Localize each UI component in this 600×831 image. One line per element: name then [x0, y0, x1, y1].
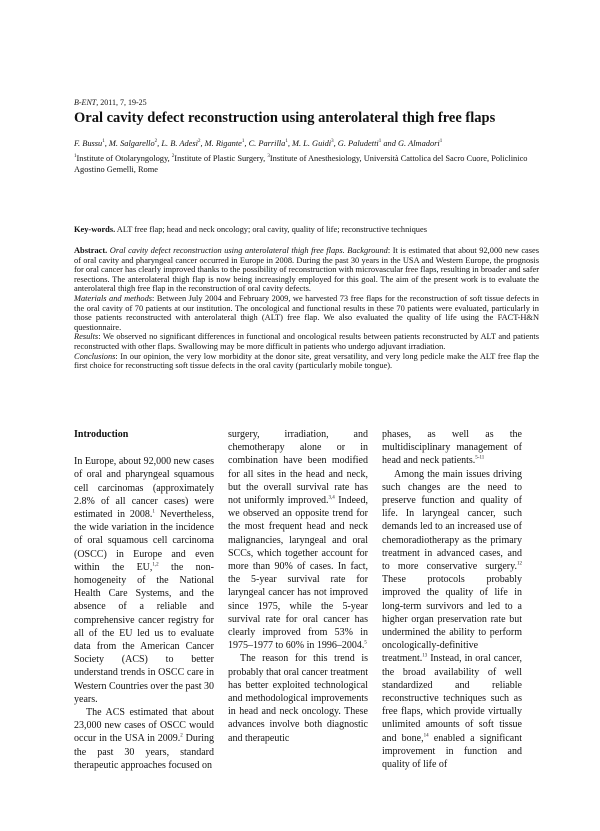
- results-text: : We observed no significant differences in functional and oncological results between patients reconstructed by ALT and patients reconstructed with other flaps. Swallowing may be more difficult in patients who undergo adjuvant irradiation.: [74, 332, 539, 351]
- abstract: [74, 246, 539, 371]
- affiliation-text: Institute of Plastic Surgery,: [174, 154, 268, 163]
- author: M. Rigante: [204, 139, 242, 148]
- affiliation-mark: 3: [267, 154, 270, 160]
- keywords-label: Key-words.: [74, 225, 116, 234]
- author: G. Paludetti: [337, 139, 379, 148]
- paragraph: [74, 706, 214, 772]
- body-column-2: [228, 428, 368, 745]
- abstract-methods: [74, 294, 539, 332]
- paragraph-text: These protocols probably improved the quality of life in long-term survivors and led to a higher organ preservation rate but undermined the ability to perform oncologically-definitive treatment.: [382, 574, 522, 665]
- author-affiliation-mark: 2: [197, 139, 201, 145]
- paragraph-text: During the past 30 years, standard therapeutic approaches focused on: [74, 733, 214, 771]
- keywords-text: ALT free flap; head and neck oncology; oral cavity, quality of life; reconstructive techniques: [115, 225, 427, 234]
- author: G. Almadori: [398, 139, 440, 148]
- author: F. Bussu: [74, 139, 103, 148]
- citation-mark: 13: [422, 654, 428, 660]
- author: L. B. Adesi: [161, 139, 198, 148]
- author-affiliation-mark: 1: [102, 139, 105, 145]
- citation-mark: 3,4: [328, 495, 335, 501]
- citation-mark: 14: [423, 733, 429, 739]
- author-affiliation-mark: 1: [285, 139, 288, 145]
- journal-citation: [74, 98, 147, 107]
- paragraph: [228, 428, 368, 652]
- affiliation-text: Institute of Otolaryngology,: [76, 154, 172, 163]
- abstract-label: Abstract.: [74, 246, 108, 255]
- journal-name: B-ENT: [74, 98, 97, 107]
- article-title: Oral cavity defect reconstruction using anterolateral thigh free flaps: [74, 110, 496, 126]
- author: M. L. Guidi: [292, 139, 332, 148]
- citation-mark: 1: [152, 509, 155, 515]
- paragraph-text: The ACS estimated that about 23,000 new cases of OSCC would occur in the USA in 2009.: [74, 707, 214, 745]
- author-affiliation-mark: 2: [154, 139, 158, 145]
- affiliation-mark: 2: [171, 154, 175, 160]
- citation-mark: 2: [180, 734, 183, 740]
- conclusions-label: Conclusions: [74, 351, 116, 361]
- author-affiliation-mark: 1: [439, 139, 443, 145]
- citation-mark: 5: [364, 640, 367, 646]
- paragraph: [382, 468, 522, 772]
- paragraph-text: Nevertheless, the wide variation in the incidence of oral squamous cell carcinoma (OSCC) in Europe and even within the EU,: [74, 509, 214, 573]
- author-affiliation-mark: 1: [241, 139, 245, 145]
- author-affiliation-mark: 1: [378, 139, 382, 145]
- abstract-background-text: : It is estimated that about 92,000 new cases of oral cavity and pharyngeal cancer occurred in Europe in 2008. During the past 30 years in the USA and Western Europe, the prognosis for oral cancer has clearly improved thanks to the possibility of reconstruction with microvascular free flaps, resulting in broader and safer resections. The anterolateral thigh flap is now being increasingly employed for this goal. The aim of the present work is to evaluate the anterolateral thigh free flap in the reconstruction of oral cavity defects.: [74, 246, 539, 294]
- methods-label: Materials and methods: [74, 293, 153, 303]
- paragraph-text: Among the main issues driving such changes are the need to preserve function and quality of life. In laryngeal cancer, such demands led to an increased use of chemoradiotherapy as the primary treatment in advanced cases, and to more conservative surgery.: [382, 468, 522, 573]
- body-column-1: [74, 428, 214, 772]
- abstract-title: Oral cavity defect reconstruction using anterolateral thigh free flaps. Background: [107, 246, 388, 255]
- conclusions-text: : In our opinion, the very low morbidity at the donor site, great versatility, and very long pedicle make the ALT free flap the first choice for reconstructing soft tissue defects in the oral cavity (particularly mobile tongue).: [74, 351, 539, 371]
- affiliation-text: Institute of Anesthesiology, Università Cattolica del Sacro Cuore, Policlinico Agostino Gemelli, Rome: [74, 154, 528, 174]
- section-heading-introduction: Introduction: [74, 429, 129, 440]
- methods-text: : Between July 2004 and February 2009, we harvested 73 free flaps for the reconstruction of soft tissue defects in the oral cavity of 70 patients at our institution. The oncological and functional results in these 70 patients were evaluated, particularly in those patients reconstructed with anterolateral thigh (ALT) free flap. We also evaluated the quality of life using the FACT-H&N questionnaire.: [74, 293, 539, 332]
- affiliation-mark: 1: [74, 154, 77, 160]
- author-affiliation-mark: 3: [331, 139, 334, 145]
- paragraph-text: the non-homogeneity of the National Health Care Systems, and the absence of a reliable and comprehensive cancer registry for all of the EU led us to evaluate data from the American Cancer Society (ACS) to better understand trends in OSCC care in Western Countries over the past 30 years.: [74, 561, 214, 705]
- journal-volume: , 2011, 7, 19-25: [96, 98, 147, 107]
- citation-mark: 12: [517, 561, 522, 567]
- body-column-3: [382, 428, 522, 771]
- abstract-conclusions: [74, 352, 539, 371]
- author-list: F. Bussu$^1$, M. Salgarello$^2$, L. B. Adesi$^2$, M. Rigante$^1$, C. Parrilla$^1$, M. L. Guidi$^3$, G. Paludetti$^1$ and G. Almadori$^1$: [74, 139, 443, 148]
- citation-mark: 1,2: [152, 562, 159, 568]
- paragraph: [74, 455, 214, 706]
- keywords: [74, 224, 539, 235]
- paragraph-text: Instead, in oral cancer, the broad availability of well standardized and reliable reconstructive techniques such as free flaps, which provide virtually unlimited amounts of soft tissue and bone,: [382, 653, 522, 744]
- abstract-background: [74, 246, 539, 294]
- author: M. Salgarello: [108, 139, 155, 148]
- affiliations: [74, 153, 544, 175]
- paragraph: [382, 428, 522, 468]
- paragraph-text: phases, as well as the multidisciplinary management of head and neck patients.: [382, 429, 522, 467]
- paragraph-text: enabled a significant improvement in function and quality of life of: [382, 732, 522, 771]
- paragraph-text: In Europe, about 92,000 new cases of oral and pharyngeal squamous cell carcinomas (approximately 2.8% of all cancer cases) were estimated in 2008.: [74, 456, 214, 521]
- paragraph-text: Indeed, we observed an opposite trend for the most frequent head and neck malignancies, laryngeal and oral SCCs, which together account for more than 90% of cases. In fact, the 5-year survival rate for laryngeal cancer has not improved since 1975, while the 5-year survival rate for oral cancer has clearly improved from 53% in 1975–1977 to 60% in 1996–2004.: [228, 495, 368, 652]
- paragraph-text: surgery, irradiation, and chemotherapy alone or in combination have been modified for all sites in the head and neck, but the overall survival rate has not uniformly improved.: [228, 429, 368, 507]
- citation-mark: 5-11: [475, 456, 485, 462]
- author: C. Parrilla: [248, 139, 286, 148]
- paragraph-text: The reason for this trend is probably that oral cancer treatment has better exploited technological and methodological improvements in head and neck oncology. These advances involve both diagnostic and therapeutic: [228, 653, 368, 744]
- results-label: Results: [74, 332, 99, 342]
- abstract-results: [74, 332, 539, 351]
- paragraph: [228, 652, 368, 744]
